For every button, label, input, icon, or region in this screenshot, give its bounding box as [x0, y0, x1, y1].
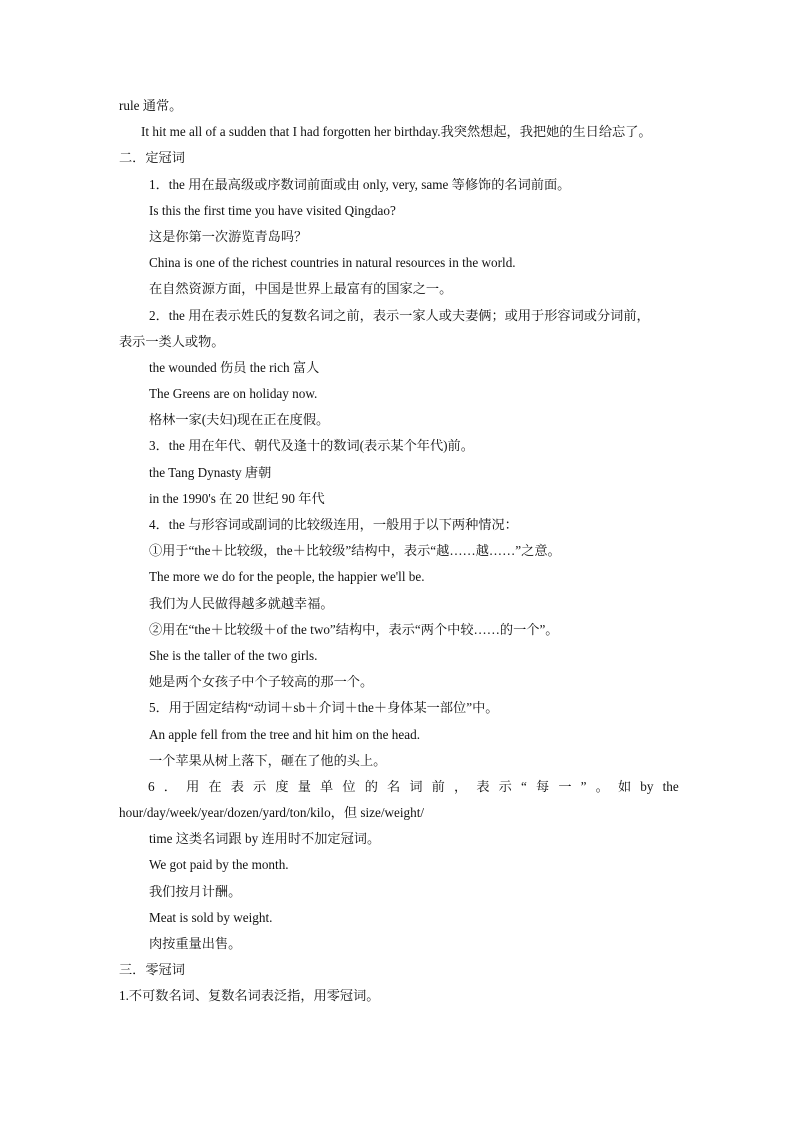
text-line: 三．零冠词 — [119, 962, 185, 978]
justified-token: 。 — [595, 778, 609, 794]
justified-token: 单 — [320, 778, 334, 794]
text-line: 5．用于固定结构“动词＋sb＋介词＋the＋身体某一部位”中。 — [149, 700, 499, 716]
justified-token: 位 — [342, 778, 356, 794]
justified-token: ． — [163, 778, 177, 794]
justified-token: 在 — [208, 778, 222, 794]
justified-token: 名 — [387, 778, 401, 794]
justified-token: 表 — [476, 778, 490, 794]
justified-token: ， — [454, 778, 468, 794]
text-line: Meat is sold by weight. — [149, 909, 273, 925]
text-line: 在自然资源方面，中国是世界上最富有的国家之一。 — [149, 281, 453, 297]
text-line: An apple fell from the tree and hit him on the head. — [149, 726, 420, 742]
justified-token: 表 — [230, 778, 244, 794]
text-line: The more we do for the people, the happier we'll be. — [149, 569, 425, 585]
text-line: 一个苹果从树上落下，砸在了他的头上。 — [149, 752, 387, 768]
text-line: 肉按重量出售。 — [149, 936, 242, 951]
text-line: 表示一类人或物。 — [119, 333, 225, 349]
text-line: 我们为人民做得越多就越幸福。 — [149, 595, 334, 611]
text-line: 格林一家(夫妇)现在正在度假。 — [149, 412, 330, 428]
text-line: China is one of the richest countries in natural resources in the world. — [149, 255, 516, 271]
text-line: The Greens are on holiday now. — [149, 386, 318, 402]
justified-token: 一 — [558, 778, 572, 794]
text-line: rule 通常。 — [119, 98, 183, 113]
item-6-line-1 — [119, 774, 679, 800]
justified-token: 每 — [535, 778, 550, 794]
text-line: 她是两个女孩子中个子较高的那一个。 — [149, 674, 374, 690]
text-line: Is this the first time you have visited Qingdao? — [149, 202, 396, 218]
justified-token: 前 — [431, 778, 445, 794]
justified-token: 词 — [409, 778, 423, 794]
text-line: 4．the 与形容词或副词的比较级连用，一般用于以下两种情况： — [149, 517, 518, 532]
justified-token: 示 — [498, 778, 512, 794]
text-line: 3．the 用在年代、朝代及逢十的数词(表示某个年代)前。 — [149, 438, 474, 454]
text-line: 我们按月计酬。 — [149, 883, 242, 899]
text-line: She is the taller of the two girls. — [149, 647, 318, 663]
text-line: We got paid by the month. — [149, 857, 289, 873]
text-line: the wounded 伤员 the rich 富人 — [149, 359, 320, 375]
text-line: the Tang Dynasty 唐朝 — [149, 464, 272, 480]
text-line: 1.不可数名词、复数名词表泛指，用零冠词。 — [119, 988, 380, 1004]
item-6-line-2: hour/day/week/year/dozen/yard/ton/kilo，但 size/weight/ — [119, 805, 425, 821]
justified-token: 量 — [297, 778, 311, 794]
justified-token: 度 — [275, 778, 289, 794]
justified-token: 示 — [253, 778, 267, 794]
text-line: ②用在“the＋比较级＋of the two”结构中，表示“两个中较……的一个”。 — [149, 621, 559, 637]
document-tail — [119, 852, 679, 1009]
justified-token: the — [662, 778, 679, 794]
text-line: 2．the 用在表示姓氏的复数名词之前，表示一家人或夫妻俩；或用于形容词或分词前， — [149, 307, 650, 323]
justified-token: ” — [580, 778, 587, 794]
text-line: in the 1990's 在 20 世纪 90 年代 — [149, 490, 325, 506]
text-line: 1．the 用在最高级或序数词前面或由 only, very, same 等修饰的名词前面。 — [149, 176, 571, 192]
text-line: ①用于“the＋比较级，the＋比较级”结构中，表示“越……越……”之意。 — [149, 543, 561, 559]
justified-token: “ — [520, 778, 527, 794]
text-line: It hit me all of a sudden that I had forgotten her birthday.我突然想起，我把她的生日给忘了。 — [141, 124, 652, 140]
justified-token: 用 — [186, 778, 200, 794]
justified-token: 的 — [364, 778, 378, 794]
document-body — [119, 93, 679, 774]
item-6-line-3: time 这类名词跟 by 连用时不加定冠词。 — [149, 831, 381, 847]
text-line: 这是你第一次游览青岛吗？ — [149, 228, 308, 244]
justified-token: by — [640, 778, 654, 794]
justified-token: 如 — [617, 778, 632, 794]
text-line: 二．定冠词 — [119, 150, 185, 166]
justified-token: 6 — [148, 778, 155, 794]
document-page — [119, 93, 679, 1010]
